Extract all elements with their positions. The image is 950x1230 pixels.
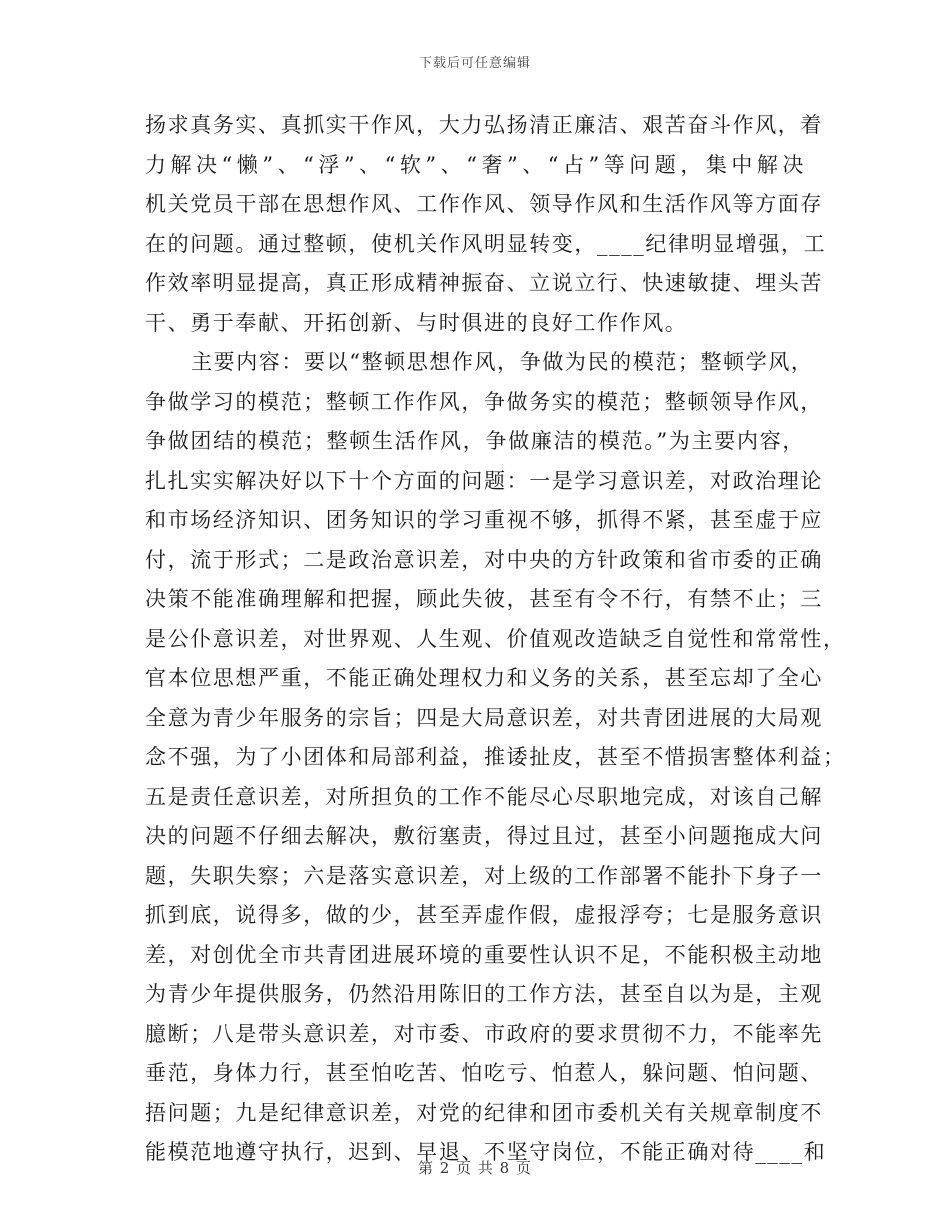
text-line: 作效率明显提高，真正形成精神振奋、立说立行、快速敏捷、埋头苦 bbox=[145, 271, 823, 295]
text-line: 扎扎实实解决好以下十个方面的问题：一是学习意识差，对政治理论 bbox=[145, 468, 823, 493]
text-line: 全意为青少年服务的宗旨；四是大局意识差，对共青团进展的大局观 bbox=[145, 705, 823, 730]
text-line: 念不强，为了小团体和局部利益，推诿扯皮，甚至不惜损害整体利益； bbox=[145, 745, 846, 769]
text-line: 官本位思想严重，不能正确处理权力和义务的关系，甚至忘却了全心 bbox=[145, 666, 823, 690]
paragraph-2 bbox=[145, 343, 846, 1173]
page-footer: 第 2 页 共 8 页 bbox=[418, 1159, 532, 1177]
text-line: 扬求真务实、真抓实干作风，大力弘扬清正廉洁、艰苦奋斗作风，着 bbox=[145, 113, 823, 137]
text-line: 是公仆意识差，对世界观、人生观、价值观改造缺乏自觉性和常常性， bbox=[145, 626, 846, 651]
document-body bbox=[145, 106, 846, 1173]
text-line: 题，失职失察；六是落实意识差，对上级的工作部署不能扑下身子一 bbox=[145, 863, 823, 888]
text-line: 付，流于形式；二是政治意识差，对中央的方针政策和省市委的正确 bbox=[145, 547, 823, 572]
text-line: 和市场经济知识、团务知识的学习重视不够，抓得不紧，甚至虚于应 bbox=[145, 508, 823, 532]
text-line: 抓到底，说得多，做的少，甚至弄虚作假，虚报浮夸；七是服务意识 bbox=[145, 903, 823, 927]
text-line: 垂范，身体力行，甚至怕吃苦、怕吃亏、怕惹人，躲问题、怕问题、 bbox=[145, 1061, 823, 1085]
text-line: 主要内容：要以“整顿思想作风，争做为民的模范；整顿学风， bbox=[191, 350, 814, 374]
page-header: 下载后可任意编辑 bbox=[418, 56, 531, 71]
text-line: 为青少年提供服务，仍然沿用陈旧的工作方法，甚至自以为是，主观 bbox=[145, 982, 823, 1006]
text-line: 差，对创优全市共青团进展环境的重要性认识不足，不能积极主动地 bbox=[145, 942, 823, 967]
text-line: 争做学习的模范；整顿工作作风，争做务实的模范；整顿领导作风， bbox=[145, 389, 823, 414]
text-line: 决策不能准确理解和把握，顾此失彼，甚至有令不行，有禁不止；三 bbox=[145, 587, 823, 611]
text-line: 争做团结的模范；整顿生活作风，争做廉洁的模范。”为主要内容， bbox=[145, 429, 805, 453]
text-line: 机关党员干部在思想作风、工作作风、领导作风和生活作风等方面存 bbox=[145, 192, 823, 216]
text-line: 决的问题不仔细去解决，敷衍塞责，得过且过，甚至小问题拖成大问 bbox=[145, 824, 823, 848]
text-line: 干、勇于奉献、开拓创新、与时俱进的良好工作作风。 bbox=[145, 310, 688, 335]
text-line: 能模范地遵守执行，迟到、早退、不坚守岗位，不能正确对待____和 bbox=[145, 1140, 827, 1164]
text-line: 五是责任意识差，对所担负的工作不能尽心尽职地完成，对该自己解 bbox=[145, 784, 823, 809]
text-line: 在的问题。通过整顿，使机关作风明显转变，____纪律明显增强，工 bbox=[145, 231, 827, 256]
paragraph-1 bbox=[145, 106, 827, 343]
text-line: 臆断；八是带头意识差，对市委、市政府的要求贯彻不力，不能率先 bbox=[145, 1021, 823, 1046]
text-line: 捂问题；九是纪律意识差，对党的纪律和团市委机关有关规章制度不 bbox=[145, 1100, 823, 1125]
text-line: 力解决“懒”、“浮”、“软”、“奢”、“占”等问题，集中解决 bbox=[145, 152, 805, 177]
